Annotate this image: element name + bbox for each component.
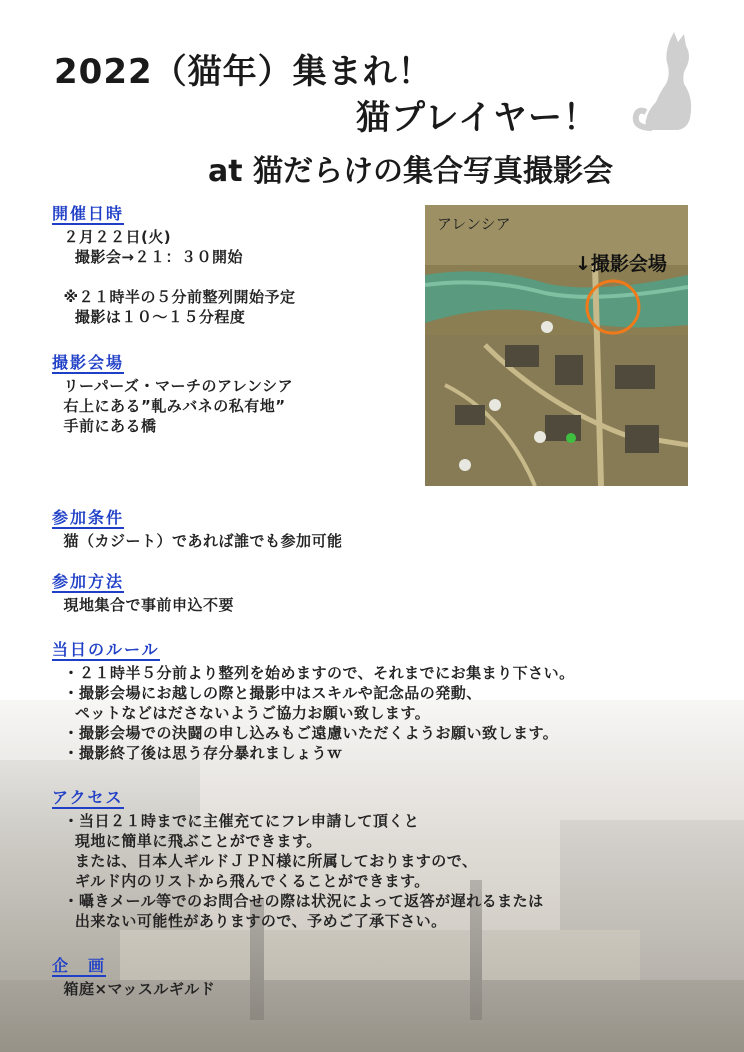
section-heading: 参加方法 (52, 572, 125, 591)
text-line: 撮影会→２１：３０開始 (52, 248, 243, 266)
title-line-2: 猫プレイヤー！ (356, 98, 598, 138)
text-line: 箱庭×マッスルギルド (52, 980, 216, 998)
text-line: 出来ない可能性がありますので、予めご了承下さい。 (52, 912, 447, 930)
title-line-3: at 猫だらけの集合写真撮影会 (208, 154, 614, 189)
text-line: ・囁きメール等でのお問合せの際は状況によって返答が遅れるまたは (52, 892, 544, 910)
section-date (52, 204, 296, 327)
section-venue (52, 353, 293, 436)
section-condition (52, 508, 342, 551)
text-line: ・２１時半５分前より整列を始めますので、それまでにお集まり下さい。 (52, 664, 575, 682)
text-line: ・当日２１時までに主催充てにフレ申請して頂くと (52, 812, 420, 830)
section-heading: 開催日時 (52, 204, 125, 223)
text-line: ・撮影会場での決闘の申し込みもご遠慮いただくようお願い致します。 (52, 724, 559, 742)
text-line: ・撮影会場にお越しの際と撮影中はスキルや記念品の発動、 (52, 684, 482, 702)
section-heading: 企 画 (52, 956, 107, 975)
section-heading: 撮影会場 (52, 353, 125, 372)
text-line: リーパーズ・マーチのアレンシア (52, 377, 294, 395)
section-heading: 参加条件 (52, 508, 125, 527)
section-access (52, 788, 544, 931)
text-line: 猫（カジート）であれば誰でも参加可能 (52, 532, 343, 550)
text-line: ギルド内のリストから飛んでくることができます。 (52, 872, 430, 890)
text-line: 現地に簡単に飛ぶことができます。 (52, 832, 322, 850)
venue-map (425, 205, 688, 486)
section-rules (52, 640, 575, 763)
text-line: 撮影は１０～１５分程度 (52, 308, 246, 326)
section-heading: 当日のルール (52, 640, 160, 659)
cat-silhouette-icon (630, 32, 700, 132)
text-line: 現地集合で事前申込不要 (52, 596, 234, 614)
map-town-label: アレンシア (437, 215, 511, 233)
text-line: ２月２２日(火) (52, 228, 172, 246)
text-line: 右上にある”軋みバネの私有地” (52, 397, 286, 415)
text-line: または、日本人ギルドＪＰＮ様に所属しておりますので、 (52, 852, 478, 870)
text-line: ・撮影終了後は思う存分暴れましょうｗ (52, 744, 343, 762)
text-line: ※２１時半の５分前整列開始予定 (52, 288, 296, 306)
section-method (52, 572, 234, 615)
text-line (52, 267, 296, 287)
map-venue-label: ↓撮影会場 (575, 253, 667, 275)
section-heading: アクセス (52, 788, 124, 807)
title-line-1: 2022（猫年）集まれ！ (54, 52, 433, 92)
section-planning (52, 956, 215, 999)
text-line: 手前にある橋 (52, 417, 157, 435)
text-line: ペットなどはださないようご協力お願い致します。 (52, 704, 431, 722)
